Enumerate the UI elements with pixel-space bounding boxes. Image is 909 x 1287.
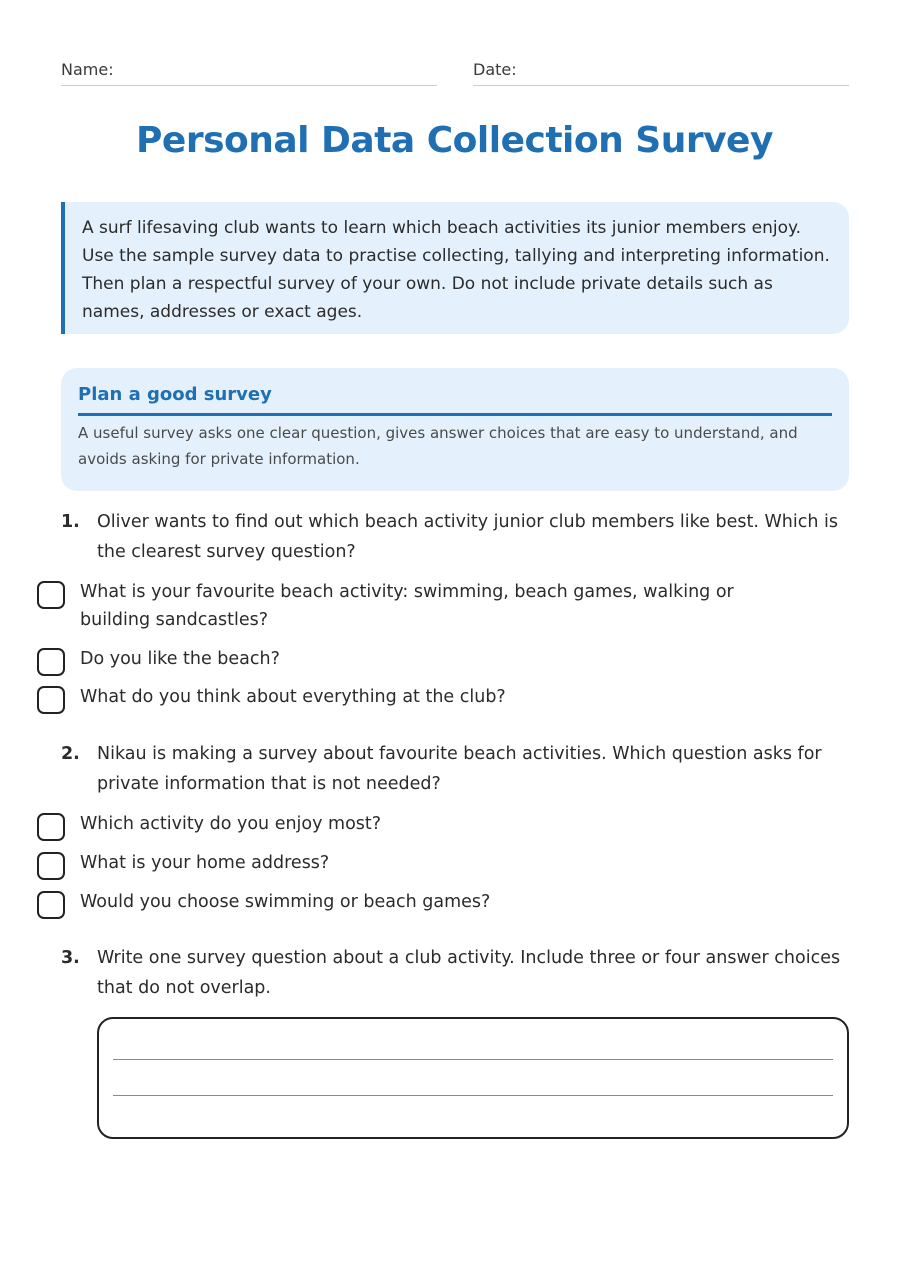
- writing-line: [113, 1059, 833, 1060]
- checkbox[interactable]: [37, 581, 65, 609]
- option-text: Which activity do you enjoy most?: [80, 814, 382, 834]
- header-row: [61, 60, 849, 86]
- checkbox[interactable]: [37, 648, 65, 676]
- question-text: Nikau is making a survey about favourite beach activities. Which question asks for private information that is not needed?: [97, 744, 822, 794]
- option-text: Do you like the beach?: [80, 649, 280, 669]
- date-field[interactable]: [473, 60, 849, 86]
- page-title: Personal Data Collection Survey: [136, 120, 773, 161]
- question-text: Write one survey question about a club activity. Include three or four answer choices that do not overlap.: [97, 948, 841, 998]
- option-text: What do you think about everything at the club?: [80, 687, 506, 707]
- date-label: Date:: [473, 60, 517, 79]
- option-text: What is your favourite beach activity: swimming, beach games, walking or building sandcastles?: [80, 582, 734, 630]
- tip-text: A useful survey asks one clear question, gives answer choices that are easy to understand, and avoids asking for private information.: [78, 424, 798, 468]
- tip-panel: [61, 368, 849, 491]
- checkbox[interactable]: [37, 686, 65, 714]
- intro-text: A surf lifesaving club wants to learn which beach activities its junior members enjoy. Use the sample survey data to practise collecting, tallying and interpreting information. Then plan a respectful survey of your own. Do not include private details such as names, addresses or exact ages.: [82, 218, 830, 322]
- question-number: 3.: [61, 948, 80, 968]
- answer-box[interactable]: [97, 1017, 849, 1139]
- checkbox[interactable]: [37, 891, 65, 919]
- tip-title: Plan a good survey: [78, 384, 832, 416]
- question-number: 2.: [61, 744, 80, 764]
- intro-panel: [61, 202, 849, 334]
- checkbox[interactable]: [37, 852, 65, 880]
- question-number: 1.: [61, 512, 80, 532]
- checkbox[interactable]: [37, 813, 65, 841]
- question-text: Oliver wants to find out which beach activity junior club members like best. Which is the clearest survey question?: [97, 512, 838, 562]
- name-field[interactable]: [61, 60, 437, 86]
- option-text: Would you choose swimming or beach games?: [80, 892, 491, 912]
- name-label: Name:: [61, 60, 114, 79]
- option-text: What is your home address?: [80, 853, 330, 873]
- writing-line: [113, 1095, 833, 1096]
